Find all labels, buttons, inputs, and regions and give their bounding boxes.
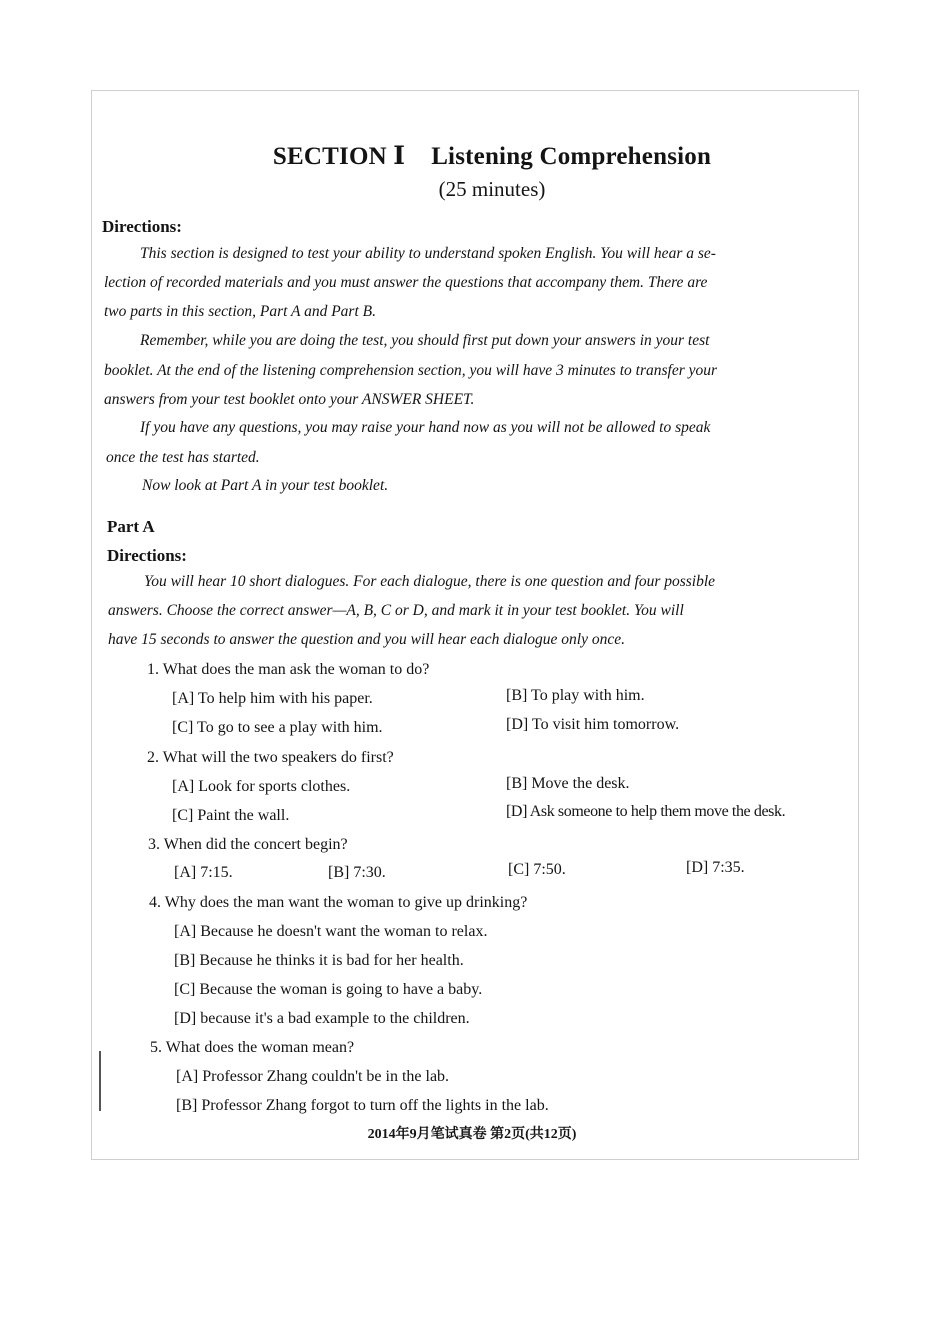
directions-line: two parts in this section, Part A and Part B. [104, 303, 376, 320]
option-3b: [B] 7:30. [328, 864, 386, 881]
directions-line: Now look at Part A in your test booklet. [142, 477, 389, 494]
option-4c: [C] Because the woman is going to have a baby. [174, 981, 483, 998]
question-text: What does the woman mean? [165, 1039, 355, 1056]
directions-line: This section is designed to test your ability to understand spoken English. You will hear a se- [140, 245, 716, 262]
part-a-directions-line: answers. Choose the correct answer—A, B, C or D, and mark it in your test booklet. You will [108, 602, 684, 619]
question-number: 2. [147, 749, 159, 766]
option-2d: [D] Ask someone to help them move the desk. [506, 803, 786, 820]
option-5a: [A] Professor Zhang couldn't be in the lab. [176, 1068, 450, 1085]
section-number: SECTION Ⅰ [272, 143, 406, 170]
question-1 [147, 661, 429, 679]
option-2b: [B] Move the desk. [506, 775, 630, 792]
option-3d: [D] 7:35. [686, 859, 745, 876]
question-text: What will the two speakers do first? [162, 749, 394, 766]
margin-mark [99, 1051, 101, 1111]
section-name: Listening Comprehension [431, 143, 712, 170]
directions-heading: Directions: [102, 217, 182, 236]
directions-line: answers from your test booklet onto your ANSWER SHEET. [104, 391, 475, 408]
question-number: 5. [150, 1039, 162, 1056]
option-1d: [D] To visit him tomorrow. [506, 716, 680, 733]
question-number: 4. [149, 894, 161, 911]
question-text: What does the man ask the woman to do? [162, 661, 430, 678]
part-a-heading: Part A [107, 517, 155, 536]
option-1a: [A] To help him with his paper. [172, 690, 373, 707]
section-title [262, 141, 722, 171]
page-footer: 2014年9月笔试真卷 第2页(共12页) [367, 1127, 577, 1142]
question-5 [150, 1039, 354, 1057]
question-number: 3. [148, 836, 160, 853]
option-5b: [B] Professor Zhang forgot to turn off the lights in the lab. [176, 1097, 549, 1114]
part-a-directions-heading: Directions: [107, 546, 187, 565]
question-text: Why does the man want the woman to give up drinking? [164, 894, 528, 911]
question-2 [147, 749, 394, 767]
option-2c: [C] Paint the wall. [172, 807, 290, 824]
exam-page [91, 90, 859, 1160]
question-text: When did the concert begin? [163, 836, 348, 853]
directions-line: Remember, while you are doing the test, you should first put down your answers in your test [140, 332, 710, 349]
option-4b: [B] Because he thinks it is bad for her health. [174, 952, 464, 969]
part-a-directions-line: have 15 seconds to answer the question and you will hear each dialogue only once. [108, 631, 626, 648]
option-3a: [A] 7:15. [174, 864, 233, 881]
directions-line: booklet. At the end of the listening comprehension section, you will have 3 minutes to transfer your [104, 362, 718, 379]
option-4a: [A] Because he doesn't want the woman to relax. [174, 923, 488, 940]
directions-line: once the test has started. [106, 449, 260, 466]
directions-line: lection of recorded materials and you must answer the questions that accompany them. There are [104, 274, 708, 291]
option-1b: [B] To play with him. [506, 687, 645, 704]
option-2a: [A] Look for sports clothes. [172, 778, 351, 795]
option-1c: [C] To go to see a play with him. [172, 719, 383, 736]
option-3c: [C] 7:50. [508, 861, 566, 878]
question-number: 1. [147, 661, 159, 678]
directions-line: If you have any questions, you may raise your hand now as you will not be allowed to speak [140, 419, 711, 436]
part-a-directions-line: You will hear 10 short dialogues. For each dialogue, there is one question and four possible [144, 573, 716, 590]
option-4d: [D] because it's a bad example to the children. [174, 1010, 470, 1027]
question-3 [148, 836, 348, 854]
question-4 [149, 894, 527, 912]
section-duration: (25 minutes) [438, 177, 546, 201]
